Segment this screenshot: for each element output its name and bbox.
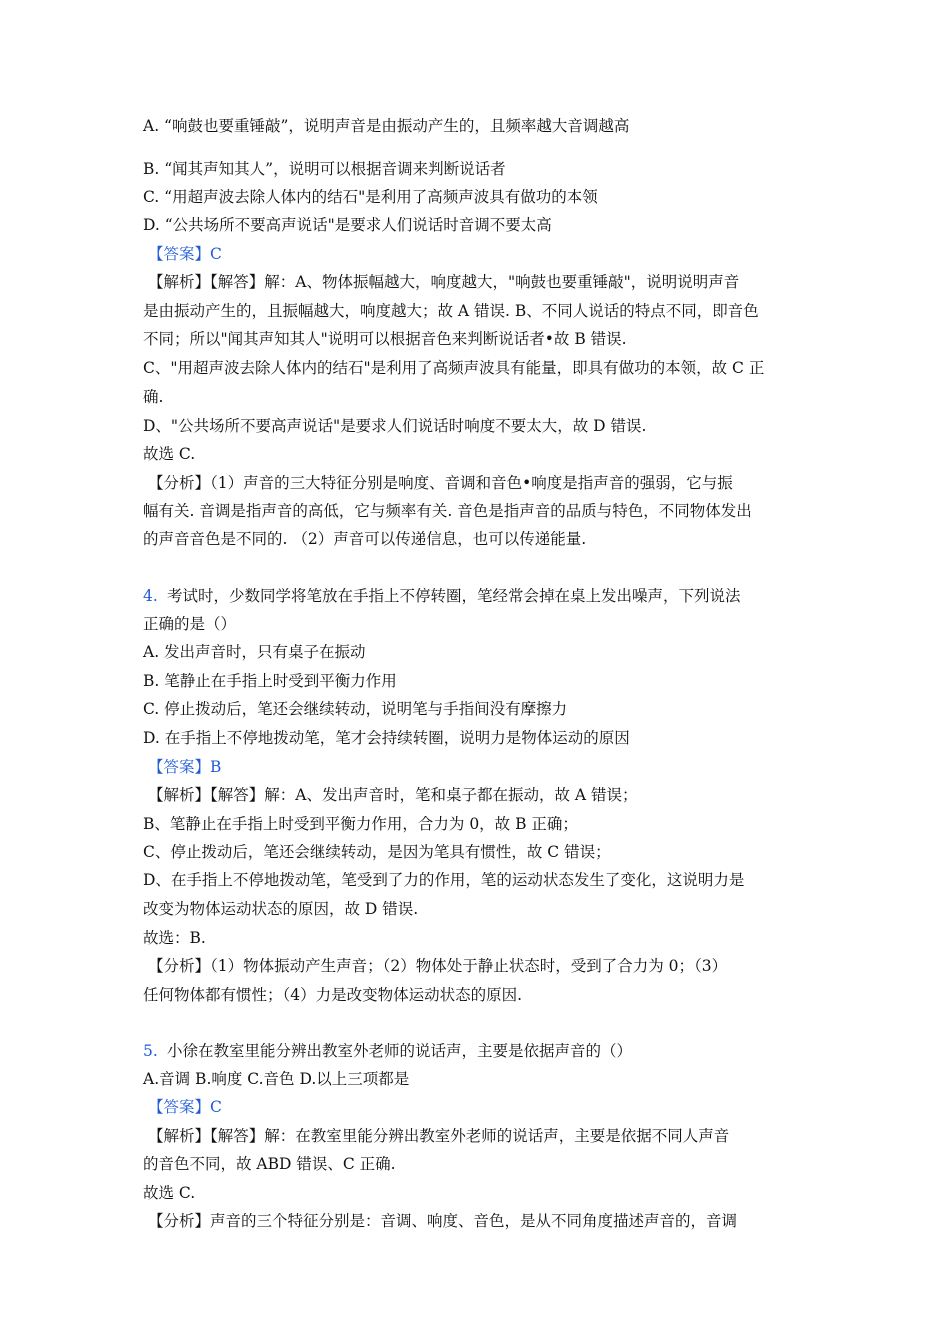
q5-analysis-line-1: 【分析】声音的三个特征分别是：音调、响度、音色，是从不同角度描述声音的，音调 bbox=[148, 1212, 738, 1230]
q3-explanation-line-2: 是由振动产生的，且振幅越大，响度越大；故 A 错误. B、不同人说话的特点不同，即音色 bbox=[143, 302, 759, 320]
q5-stem: 小徐在教室里能分辨出教室外老师的说话声，主要是依据声音的（） bbox=[167, 1042, 633, 1060]
q3-option-a: A. “响鼓也要重锤敲”，说明声音是由振动产生的，且频率越大音调越高 bbox=[143, 117, 630, 135]
q3-explanation-line-1: 【解析】【解答】解：A、物体振幅越大，响度越大，"响鼓也要重锤敲"，说明说明声音 bbox=[148, 273, 740, 291]
q3-answer: 【答案】C bbox=[148, 245, 222, 263]
q4-option-c: C. 停止拨动后，笔还会继续转动，说明笔与手指间没有摩擦力 bbox=[143, 700, 568, 718]
q5-number: 5. bbox=[143, 1042, 158, 1060]
q3-option-b: B. “闻其声知其人”，说明可以根据音调来判断说话者 bbox=[143, 160, 506, 178]
q4-option-b: B. 笔静止在手指上时受到平衡力作用 bbox=[143, 672, 397, 690]
q3-explanation-line-6: D、"公共场所不要高声说话"是要求人们说话时响度不要太大，故 D 错误. bbox=[143, 417, 647, 435]
q3-choice: 故选 C. bbox=[143, 445, 196, 463]
q5-explanation-line-1: 【解析】【解答】解：在教室里能分辨出教室外老师的说话声，主要是依据不同人声音 bbox=[148, 1127, 730, 1145]
q4-answer: 【答案】B bbox=[148, 758, 222, 776]
q4-analysis-line-1: 【分析】（1）物体振动产生声音；（2）物体处于静止状态时，受到了合力为 0；（3） bbox=[148, 957, 728, 975]
q4-option-a: A. 发出声音时，只有桌子在振动 bbox=[143, 643, 366, 661]
q4-analysis-line-2: 任何物体都有惯性；（4）力是改变物体运动状态的原因. bbox=[143, 986, 523, 1004]
q5-answer: 【答案】C bbox=[148, 1098, 222, 1116]
q5-options: A.音调 B.响度 C.音色 D.以上三项都是 bbox=[143, 1070, 410, 1088]
q4-number: 4. bbox=[143, 587, 158, 605]
q4-explanation-line-3: C、停止拨动后，笔还会继续转动，是因为笔具有惯性，故 C 错误； bbox=[143, 843, 611, 861]
q3-option-d: D. “公共场所不要高声说话"是要求人们说话时音调不要太高 bbox=[143, 216, 552, 234]
q3-explanation-line-4: C、"用超声波去除人体内的结石"是利用了高频声波具有能量，即具有做功的本领，故 C 正 bbox=[143, 359, 765, 377]
q3-analysis-line-2: 幅有关. 音调是指声音的高低，它与频率有关. 音色是指声音的品质与特色，不同物体发出 bbox=[143, 502, 752, 520]
q3-explanation-line-5: 确. bbox=[143, 388, 164, 406]
q4-explanation-line-2: B、笔静止在手指上时受到平衡力作用，合力为 0，故 B 正确； bbox=[143, 815, 578, 833]
q4-stem-line-1: 考试时，少数同学将笔放在手指上不停转圈，笔经常会掉在桌上发出噪声，下列说法 bbox=[167, 587, 741, 605]
q3-explanation-line-3: 不同；所以"闻其声知其人"说明可以根据音色来判断说话者•故 B 错误. bbox=[143, 330, 627, 348]
q4-explanation-line-4: D、在手指上不停地拨动笔，笔受到了力的作用，笔的运动状态发生了变化，这说明力是 bbox=[143, 871, 745, 889]
q4-stem-line-2: 正确的是（） bbox=[143, 615, 237, 633]
q4-choice: 故选：B. bbox=[143, 929, 206, 947]
q4-option-d: D. 在手指上不停地拨动笔，笔才会持续转圈，说明力是物体运动的原因 bbox=[143, 729, 630, 747]
q3-analysis-line-3: 的声音音色是不同的. （2）声音可以传递信息，也可以传递能量. bbox=[143, 530, 587, 548]
q5-explanation-line-2: 的音色不同，故 ABD 错误、C 正确. bbox=[143, 1155, 396, 1173]
q4-explanation-line-5: 改变为物体运动状态的原因，故 D 错误. bbox=[143, 900, 419, 918]
q3-option-c: C. “用超声波去除人体内的结石"是利用了高频声波具有做功的本领 bbox=[143, 188, 598, 206]
q5-choice: 故选 C. bbox=[143, 1184, 196, 1202]
q4-explanation-line-1: 【解析】【解答】解：A、发出声音时，笔和桌子都在振动，故 A 错误； bbox=[148, 786, 638, 804]
q3-analysis-line-1: 【分析】（1）声音的三大特征分别是响度、音调和音色•响度是指声音的强弱，它与振 bbox=[148, 474, 733, 492]
